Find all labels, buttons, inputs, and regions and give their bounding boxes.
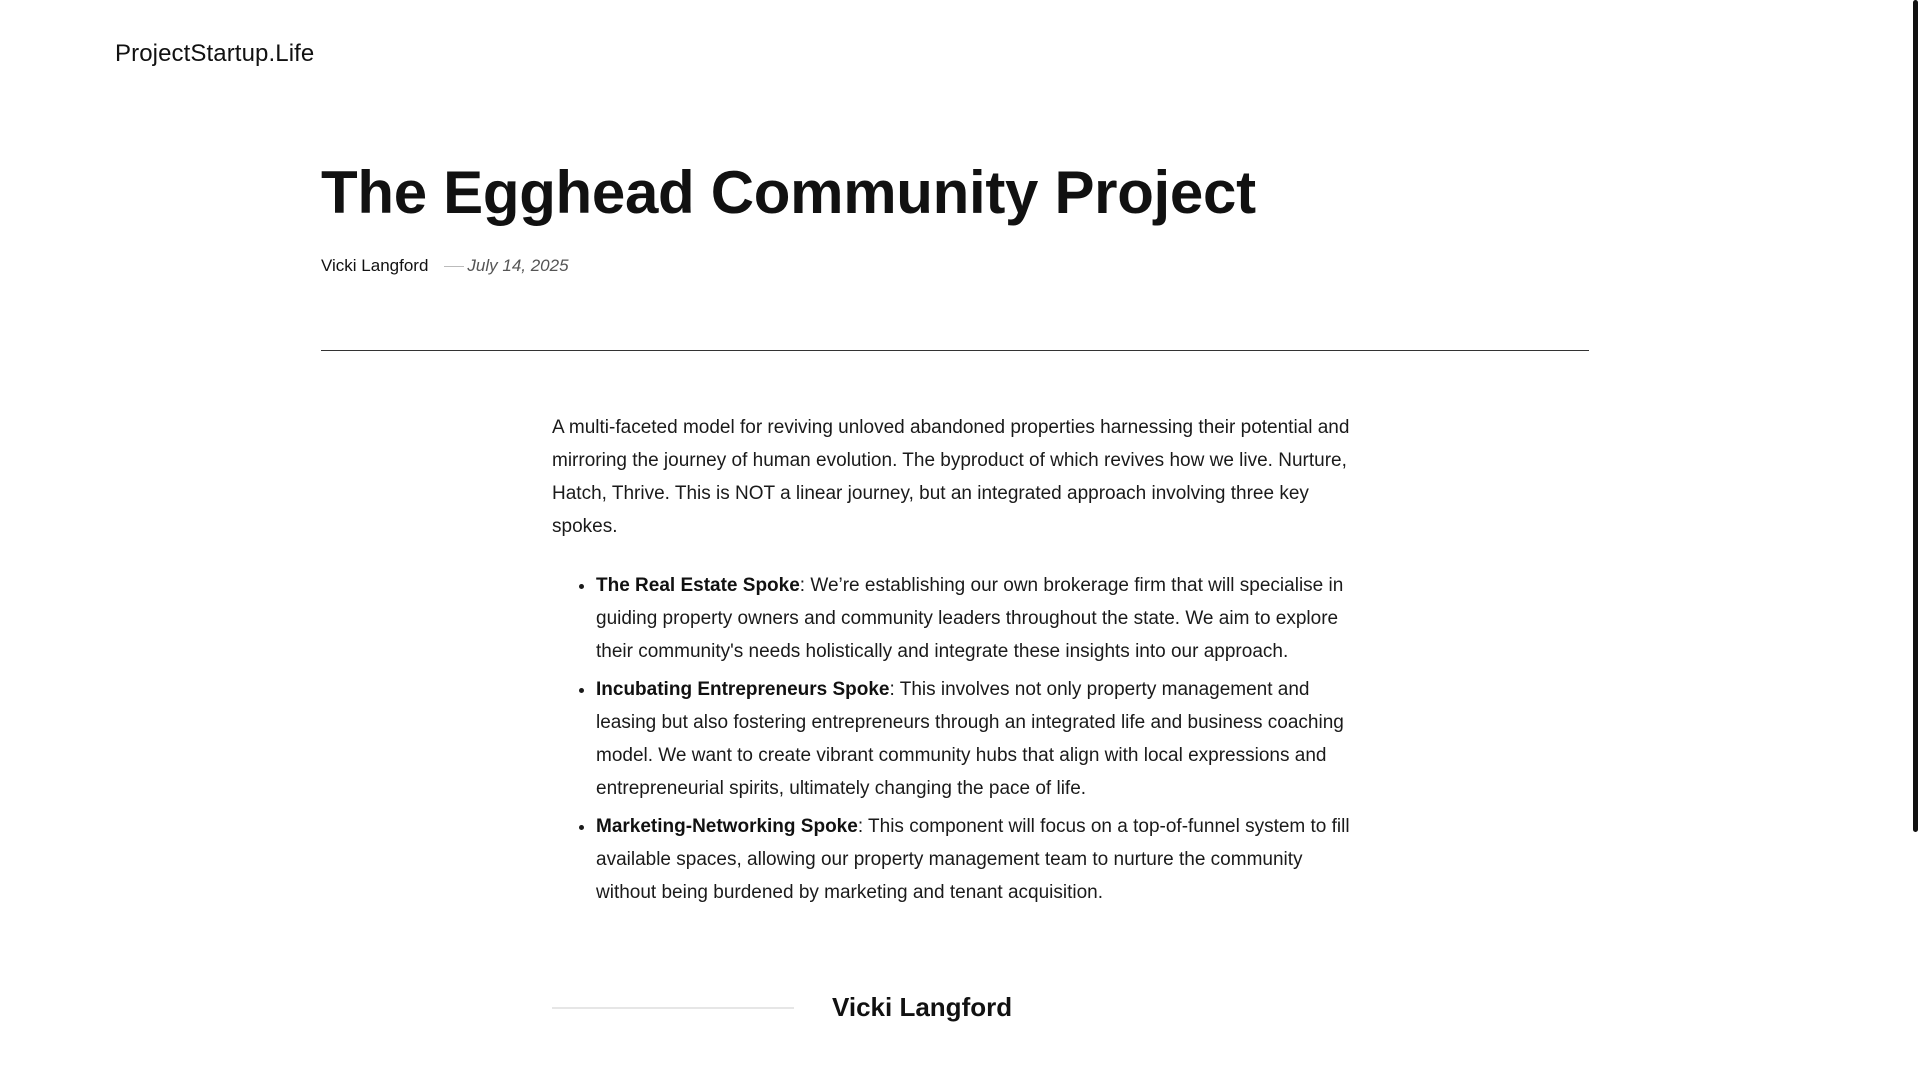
spoke-label: Marketing-Networking Spoke <box>596 816 858 837</box>
post-content <box>552 411 1357 914</box>
spoke-label: Incubating Entrepreneurs Spoke <box>596 679 890 700</box>
spoke-text: : This component will focus on a top-of-funnel system to fill available spaces, allowing our property management team to nurture the community without being burdened by marketing and tenant acquisition. <box>596 816 1350 903</box>
spoke-text: : This involves not only property management and leasing but also fostering entrepreneurs through an integrated life and business coaching model. We want to create vibrant community hubs that align with local expressions and entrepreneurial spirits, ultimately changing the pace of life. <box>596 679 1344 799</box>
post-header <box>321 160 1589 276</box>
post-date: July 14, 2025 <box>467 256 569 275</box>
list-item <box>596 569 1357 668</box>
scrollbar-thumb[interactable] <box>1913 0 1918 832</box>
list-item <box>596 810 1357 909</box>
meta-separator <box>444 266 464 267</box>
spoke-label: The Real Estate Spoke <box>596 575 800 596</box>
author-box <box>552 992 1357 1023</box>
page-title: The Egghead Community Project <box>321 159 1256 226</box>
spoke-text: : We’re establishing our own brokerage firm that will specialise in guiding property owners and community leaders throughout the state. We aim to explore their community's needs holistically and integrate these insights into our approach. <box>596 575 1344 662</box>
header-divider <box>321 350 1589 351</box>
author-box-divider <box>552 1007 794 1009</box>
author-box-name: Vicki Langford <box>832 992 1013 1022</box>
list-item <box>596 673 1357 805</box>
post-meta <box>321 256 1589 276</box>
author-link[interactable]: Vicki Langford <box>321 256 429 275</box>
page-scrollbar[interactable] <box>1910 0 1920 1080</box>
site-title-link[interactable]: ProjectStartup.Life <box>115 40 315 67</box>
intro-paragraph: A multi-faceted model for reviving unloved abandoned properties harnessing their potential and mirroring the journey of human evolution. The byproduct of which revives how we live. Nurture, Hatch, Thrive. This is NOT a linear journey, but an integrated approach involving three key spokes. <box>552 417 1350 537</box>
spokes-list <box>552 569 1357 909</box>
